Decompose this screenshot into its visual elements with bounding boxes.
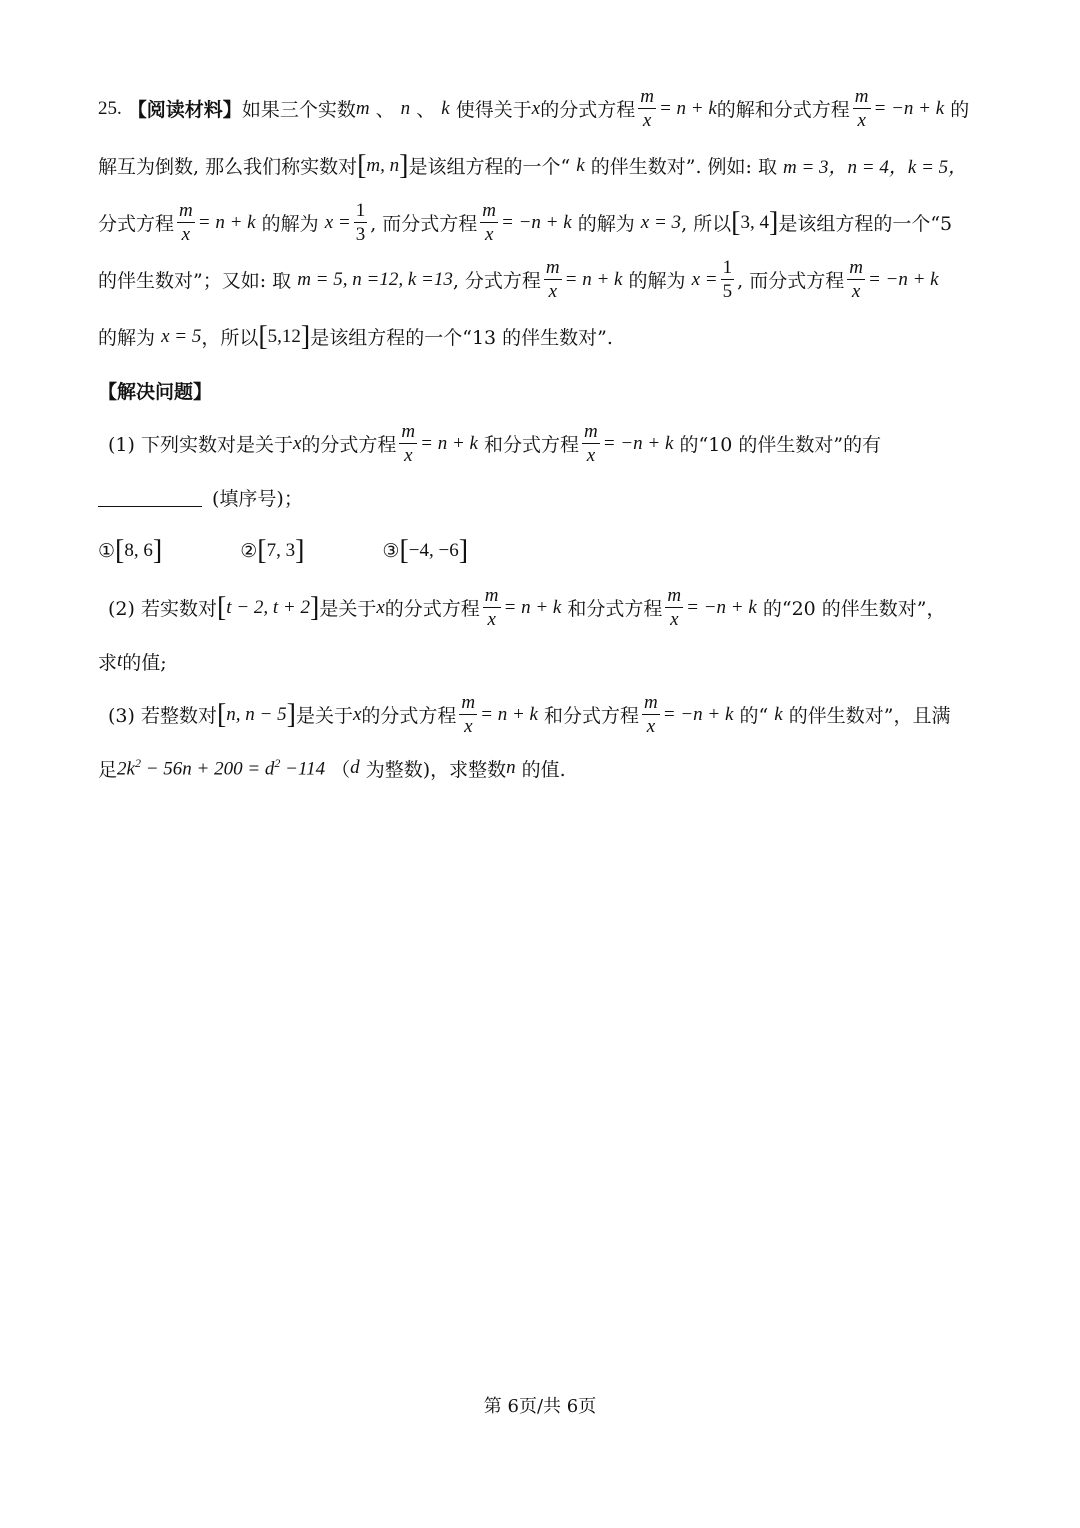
solve-problems-tag: 【解决问题】 <box>98 380 213 403</box>
text: 分式方程 <box>98 213 175 235</box>
question-2: (2) 若实数对 [ t − 2, t + 2 ] 是关于 x 的分式方程 $\frac{m}{x}$ = n + k 和分式方程 $\frac{m}{x}$ = −n + k 的“20 的伴生数对”， <box>108 585 946 630</box>
condition-equation: $2k^2 - 56n + 200 = d^2 -114$ <box>117 755 326 780</box>
question-2-cont <box>98 636 988 686</box>
equation-rhs: = n + k <box>503 596 562 618</box>
reading-line-5: 的解为 x = 5 ，所以 [ 5,12 ] 是该组方程的一个“13 的伴生数对”. <box>98 320 613 352</box>
fraction-m-over-x: $\frac{m}{x}$ <box>484 585 499 630</box>
text: 的解为 <box>261 213 319 235</box>
pair-3-4: 3, 4 <box>740 211 769 233</box>
fraction-m-over-x: $\frac{m}{x}$ <box>461 692 476 737</box>
reading-line-2: 解互为倒数, 那么我们称实数对 [ m, n ] 是该组方程的一个“ k 的伴生数对”. 例如: 取 m = 3，n = 4，k = 5， <box>98 149 968 181</box>
var-x: x <box>531 97 541 119</box>
var-k: k <box>576 154 585 176</box>
equation-rhs: = n + k <box>480 703 538 725</box>
equation-rhs: = −n + k <box>602 432 674 454</box>
option-3: ③ [ −4, −6 ] <box>382 534 469 566</box>
text: 是该组方程的一个“ <box>408 156 571 178</box>
solution-x-3: x = 3 <box>640 211 682 233</box>
text: 的解为 <box>98 327 156 349</box>
var-n: n <box>506 757 516 778</box>
fraction-m-over-x: $\frac{m}{x}$ <box>401 421 416 466</box>
pair-mn: m, n <box>366 154 400 176</box>
question-1-options <box>98 522 988 579</box>
option-2: ② [ 7, 3 ] <box>240 534 305 566</box>
text: (填序号)； <box>212 487 303 510</box>
text: , 而分式方程 <box>737 270 845 292</box>
reading-line-4 <box>98 251 988 308</box>
text: 使得关于 <box>449 99 532 121</box>
example1-values: m = 3，n = 4，k = 5， <box>783 157 968 178</box>
var-k: k <box>441 97 450 119</box>
fraction-m-over-x: $\frac{m}{x}$ <box>667 585 682 630</box>
text: 的“20 的伴生数对”， <box>762 598 946 620</box>
text: 的解为 <box>577 213 635 235</box>
text: 的值; <box>122 651 167 674</box>
solution-x-5: x = 5 <box>161 325 202 347</box>
text: (2) 若实数对 <box>108 598 217 620</box>
separator: 、 <box>375 99 395 121</box>
var-x: x <box>352 703 362 725</box>
question-3: (3) 若整数对 [ n, n − 5 ] 是关于 x 的分式方程 $\frac{m}{x}$ = n + k 和分式方程 $\frac{m}{x}$ = −n + k 的“ k 的伴生数对”，且满 <box>108 692 951 737</box>
text: , 所以 <box>681 213 732 235</box>
text: 解互为倒数, 那么我们称实数对 <box>98 156 358 178</box>
problem-number: 25. <box>98 97 122 119</box>
var-m: m <box>355 97 370 119</box>
fraction-m-over-x: $\frac{m}{x}$ <box>849 257 863 302</box>
fraction-one-third: $\frac{1}{3}$ <box>355 200 366 245</box>
fraction-m-over-x: $\frac{m}{x}$ <box>644 692 658 737</box>
text: 的分式方程 <box>361 705 457 727</box>
var-d: d <box>350 757 360 778</box>
fraction-m-over-x: $\frac{m}{x}$ <box>640 86 654 131</box>
equation-rhs: = −n + k <box>501 211 572 233</box>
var-x: x <box>292 432 302 454</box>
text: 的解为 <box>628 270 686 292</box>
text: , 分式方程 <box>452 270 541 292</box>
x-equals: x = <box>324 211 351 233</box>
fraction-m-over-x: $\frac{m}{x}$ <box>854 86 869 131</box>
equation-rhs: = −n + k <box>686 596 757 618</box>
text: (3) 若整数对 <box>108 705 217 727</box>
text: 是该组方程的一个“13 的伴生数对”. <box>310 327 613 349</box>
text: （ <box>331 758 351 781</box>
var-t: t <box>117 650 123 671</box>
page-footer: 第 6页/共 6页 <box>483 1396 597 1417</box>
var-k: k <box>774 703 783 725</box>
text: 的伴生数对”；又如: 取 <box>98 270 292 292</box>
text: 的“ <box>739 705 769 727</box>
reading-line-1 <box>98 80 988 137</box>
text: , 而分式方程 <box>370 213 478 235</box>
text: 的分式方程 <box>540 99 636 121</box>
pair-n: n, n − 5 <box>226 703 287 725</box>
text: 求 <box>98 651 118 674</box>
text: 为整数)，求整数 <box>365 758 507 781</box>
text: 是关于 <box>319 598 377 620</box>
question-1 <box>98 415 988 472</box>
var-n: n <box>400 97 411 119</box>
equation-rhs: = −n + k <box>662 703 734 725</box>
text: 的伴生数对”. 例如: 取 <box>590 156 777 178</box>
text: 的“10 的伴生数对”的有 <box>679 434 882 456</box>
text: 和分式方程 <box>544 705 640 727</box>
question-1-fill <box>98 472 988 522</box>
equation-rhs: = n + k <box>564 268 623 290</box>
equation-rhs: = −n + k <box>867 268 939 290</box>
equation-rhs: = n + k <box>420 432 478 454</box>
text: 是关于 <box>295 705 353 727</box>
text: 的伴生数对”，且满 <box>788 705 951 727</box>
text: 和分式方程 <box>484 434 580 456</box>
text: 如果三个实数 <box>241 99 356 121</box>
fraction-m-over-x: $\frac{m}{x}$ <box>584 421 598 466</box>
text: 的 <box>950 99 970 121</box>
var-x: x <box>376 596 385 618</box>
text: 足 <box>98 758 118 781</box>
pair-5-12: 5,12 <box>267 325 301 347</box>
pair-t: t − 2, t + 2 <box>226 596 310 618</box>
x-equals: x = <box>691 268 718 290</box>
text: 的解和分式方程 <box>716 99 850 121</box>
text: 的值. <box>521 758 566 781</box>
reading-line-3: 分式方程 $\frac{m}{x}$ = n + k 的解为 x = $\frac{1}{3}$ , 而分式方程 $\frac{m}{x}$ = −n + k 的解为 x = 3 , 所以 [ 3, 4 ] 是该组方程的一个“5 <box>98 200 953 245</box>
problem-25 <box>98 80 988 793</box>
text: 和分式方程 <box>567 598 663 620</box>
equation-rhs: = −n + k <box>873 97 945 119</box>
text: 的分式方程 <box>384 598 480 620</box>
fraction-one-fifth: $\frac{1}{5}$ <box>722 257 733 302</box>
text: ，所以 <box>201 327 259 349</box>
text: 的分式方程 <box>301 434 397 456</box>
equation-rhs: = n + k <box>197 211 256 233</box>
answer-blank[interactable] <box>98 488 202 507</box>
fraction-m-over-x: $\frac{m}{x}$ <box>482 200 497 245</box>
text: (1) 下列实数对是关于 <box>108 434 293 456</box>
separator: 、 <box>416 99 436 121</box>
question-3-cont <box>98 743 988 793</box>
option-1: ① [ 8, 6 ] <box>98 534 163 566</box>
text: 是该组方程的一个“5 <box>778 213 953 235</box>
example2-values: m = 5, n =12, k =13 <box>297 268 453 290</box>
fraction-m-over-x: $\frac{m}{x}$ <box>545 257 560 302</box>
reading-material-tag: 【阅读材料】 <box>127 99 242 121</box>
solve-heading <box>98 365 988 415</box>
equation-rhs: = n + k <box>658 97 717 119</box>
fraction-m-over-x: $\frac{m}{x}$ <box>179 200 193 245</box>
